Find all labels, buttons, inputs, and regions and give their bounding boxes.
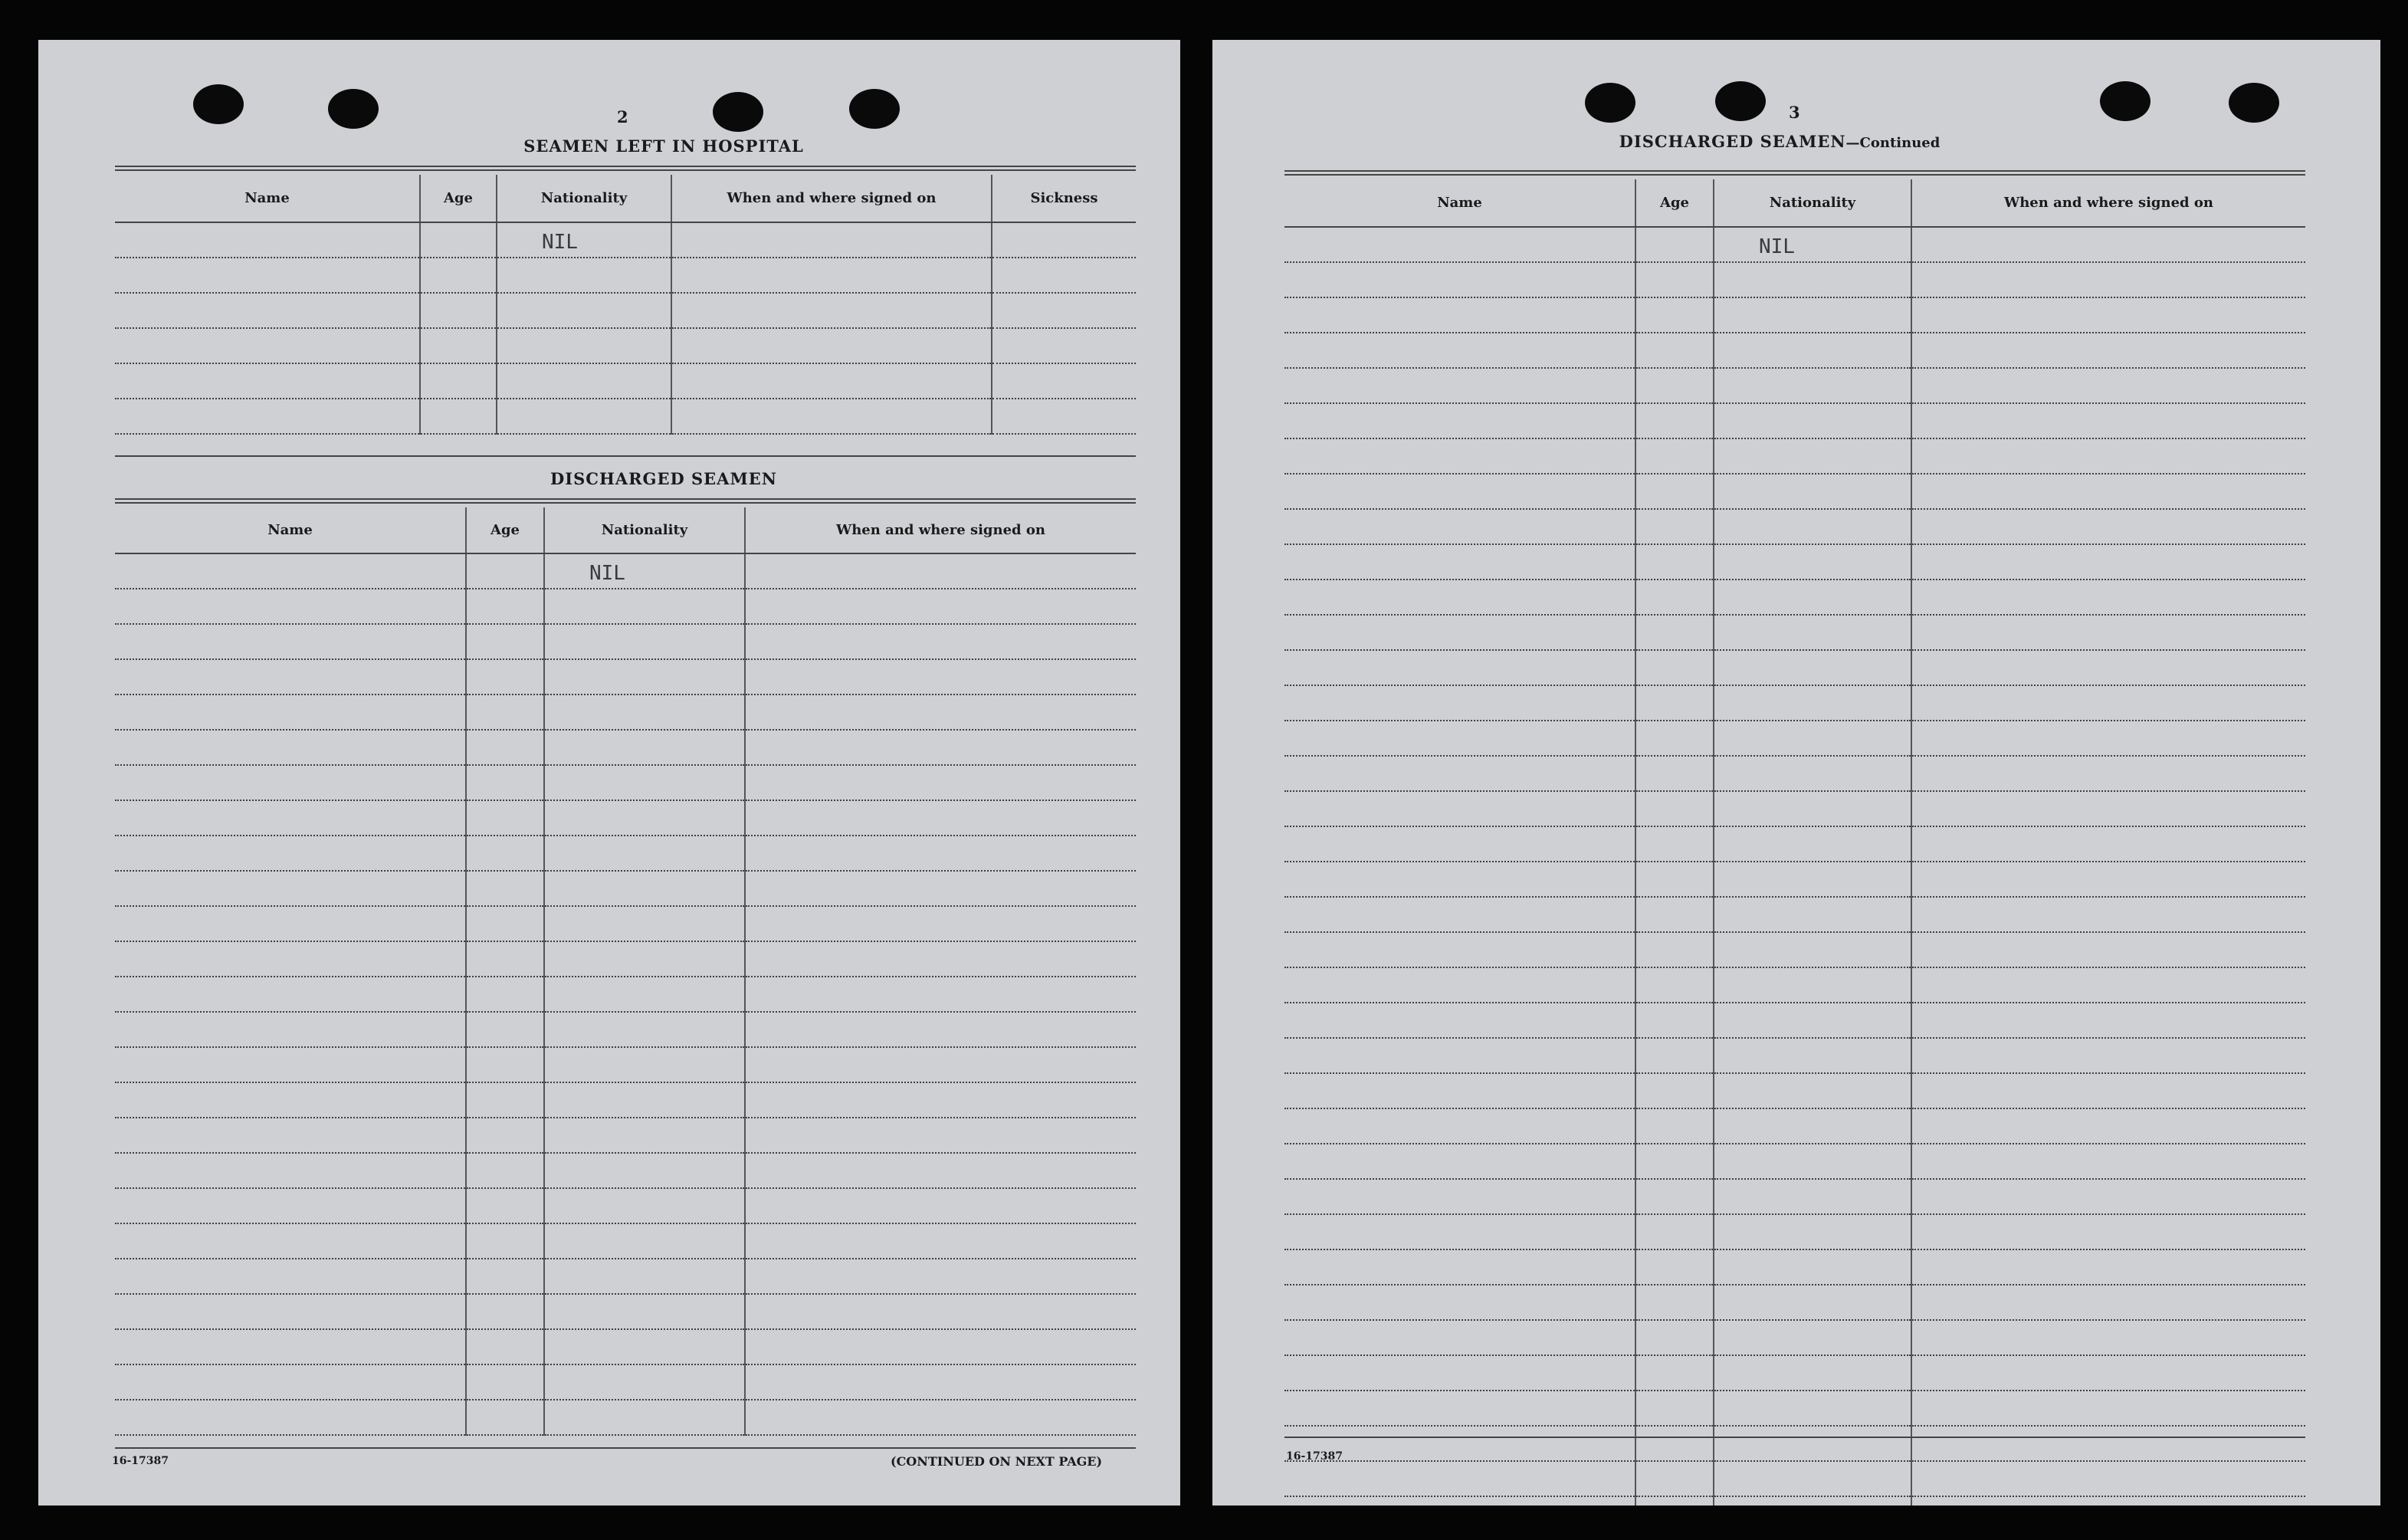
table-row: [115, 1364, 1136, 1400]
table-row: [115, 1012, 1136, 1047]
table-row: [115, 800, 1136, 836]
table-row: [1284, 1003, 2305, 1038]
table-row: [115, 589, 1136, 624]
column-header-signed-on: When and where signed on: [745, 507, 1136, 553]
table-row: [1284, 1320, 2305, 1355]
table-row: [1284, 368, 2305, 403]
table-row: [115, 1188, 1136, 1223]
column-header-name: Name: [115, 175, 420, 222]
left-page: [38, 40, 1180, 1506]
table-row: [1284, 1496, 2305, 1506]
table-row: [115, 941, 1136, 977]
column-header-age: Age: [466, 507, 544, 553]
table-row: [115, 1294, 1136, 1329]
form-number: 16-17387: [112, 1455, 169, 1467]
column-header-age: Age: [1635, 179, 1714, 227]
discharged-section-title: DISCHARGED SEAMEN: [550, 469, 777, 488]
table-row: [1284, 1426, 2305, 1461]
table-row: [1284, 1285, 2305, 1320]
page-number: 3: [1789, 103, 1800, 122]
table-row: [115, 659, 1136, 694]
table-row: [115, 1118, 1136, 1153]
column-header-signed-on: When and where signed on: [671, 175, 992, 222]
continued-note: (CONTINUED ON NEXT PAGE): [891, 1454, 1103, 1469]
table-row: [115, 730, 1136, 765]
table-row: [1284, 509, 2305, 544]
table-row: [115, 363, 1136, 399]
punch-hole: [328, 89, 379, 129]
column-header-nationality: Nationality: [497, 175, 671, 222]
table-row: [115, 1400, 1136, 1435]
nil-entry: NIL: [589, 562, 625, 585]
table-row: [1284, 1391, 2305, 1426]
table-row: [115, 258, 1136, 293]
table-row: [1284, 580, 2305, 615]
table-row: [1284, 333, 2305, 368]
table-row: [1284, 756, 2305, 791]
punch-hole: [2100, 81, 2150, 121]
title-main: DISCHARGED SEAMEN: [1619, 132, 1846, 151]
column-header-name: Name: [115, 507, 466, 553]
table-row: [1284, 862, 2305, 897]
table-row: [1284, 1355, 2305, 1391]
column-header-name: Name: [1284, 179, 1635, 227]
table-row: [115, 328, 1136, 363]
discharged-table: [115, 507, 1136, 1436]
table-row: [115, 1082, 1136, 1118]
discharged-continued-title: [1611, 132, 1948, 151]
title-rule: [115, 498, 1136, 504]
table-row: [1284, 721, 2305, 756]
table-row: [1284, 227, 2305, 262]
bottom-rule: [1284, 1437, 2305, 1438]
column-header-age: Age: [420, 175, 497, 222]
table-row: [1284, 650, 2305, 685]
table-row: [115, 399, 1136, 434]
table-row: [1284, 297, 2305, 333]
column-header-nationality: Nationality: [544, 507, 745, 553]
right-page: [1212, 40, 2380, 1506]
table-row: [115, 836, 1136, 871]
table-row: [115, 222, 1136, 258]
hospital-section-title: SEAMEN LEFT IN HOSPITAL: [523, 136, 804, 156]
bottom-rule: [115, 1447, 1136, 1449]
table-row: [1284, 932, 2305, 967]
punch-hole: [2229, 83, 2279, 123]
column-header-signed-on: When and where signed on: [1911, 179, 2305, 227]
table-row: [1284, 615, 2305, 650]
table-row: [1284, 403, 2305, 438]
page-number: 2: [617, 107, 628, 126]
title-rule: [1284, 170, 2305, 176]
table-row: [1284, 1038, 2305, 1073]
table-row: [1284, 826, 2305, 862]
table-row: [1284, 1179, 2305, 1214]
table-row: [1284, 1144, 2305, 1179]
table-row: [1284, 1249, 2305, 1285]
table-row: [1284, 438, 2305, 474]
table-row: [115, 1047, 1136, 1082]
table-row: [115, 765, 1136, 800]
table-row: [115, 1223, 1136, 1259]
column-header-nationality: Nationality: [1714, 179, 1911, 227]
table-row: [1284, 897, 2305, 932]
column-header-sickness: Sickness: [992, 175, 1136, 222]
punch-hole: [1585, 83, 1635, 123]
title-rule: [115, 166, 1136, 171]
table-row: [115, 1259, 1136, 1294]
discharged-continued-table: [1284, 179, 2305, 1506]
nil-entry: NIL: [1759, 235, 1795, 258]
table-row: [115, 293, 1136, 328]
table-row: [1284, 474, 2305, 509]
table-row: [1284, 1461, 2305, 1496]
table-row: [115, 694, 1136, 730]
title-continued: —Continued: [1845, 135, 1941, 151]
punch-hole: [1715, 81, 1766, 121]
table-row: [115, 624, 1136, 659]
table-row: [115, 906, 1136, 941]
table-row: [115, 1153, 1136, 1188]
table-row: [1284, 1073, 2305, 1108]
table-row: [1284, 685, 2305, 721]
section-rule: [115, 455, 1136, 457]
table-row: [1284, 1214, 2305, 1249]
punch-hole: [713, 92, 763, 132]
table-row: [115, 871, 1136, 906]
hospital-table: [115, 175, 1136, 435]
table-row: [115, 553, 1136, 589]
form-number: 16-17387: [1286, 1450, 1343, 1463]
table-row: [1284, 262, 2305, 297]
punch-hole: [849, 89, 900, 129]
table-row: [115, 1329, 1136, 1364]
nil-entry: NIL: [542, 231, 578, 254]
table-row: [1284, 791, 2305, 826]
punch-hole: [193, 84, 244, 124]
table-row: [1284, 544, 2305, 580]
table-row: [115, 977, 1136, 1012]
table-row: [1284, 1108, 2305, 1144]
table-row: [1284, 967, 2305, 1003]
